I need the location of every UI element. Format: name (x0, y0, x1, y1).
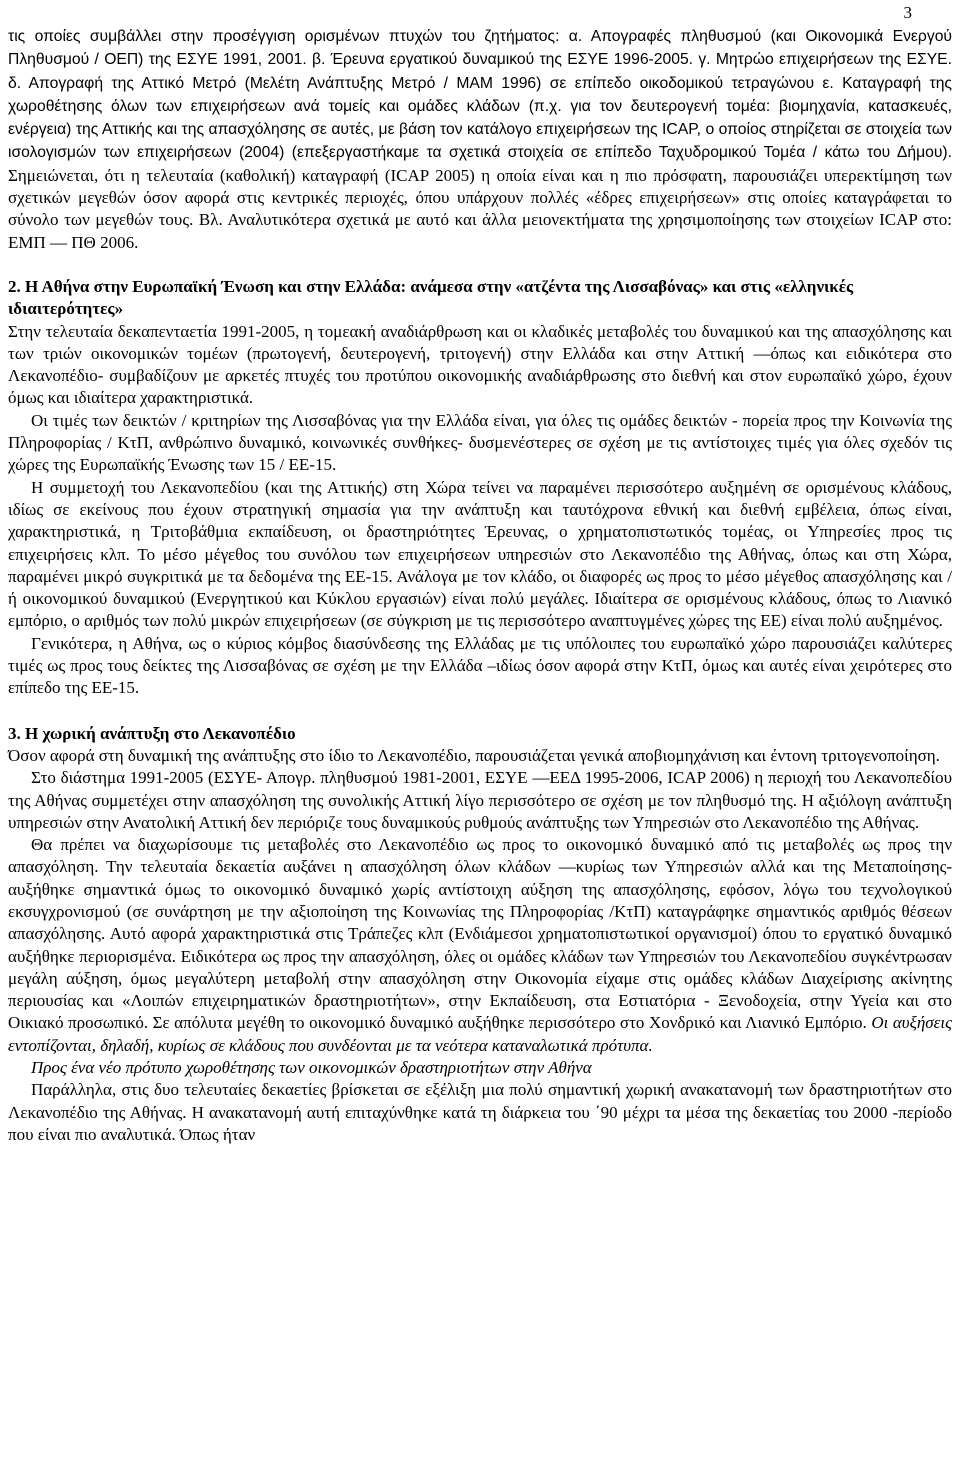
section-3-paragraph-4: Παράλληλα, στις δυο τελευταίες δεκαετίες βρίσκεται σε εξέλιξη μια πολύ σημαντική χωρική ανακατανομή των δραστηριοτήτων στο Λεκανοπέδιο της Αθήνας. Η ανακατανομή αυτή επιταχύνθηκε κατά τη διάρκεια του ΄90 μέχρι τα μέσα της δεκαετίας του 2000 -περίοδο που είναι πιο αναλυτικά. Όπως ήταν (8, 1080, 952, 1144)
section-3-heading: 3. Η χωρική ανάπτυξη στο Λεκανοπέδιο (8, 723, 296, 743)
section-2-paragraph-2: Οι τιμές των δεικτών / κριτηρίων της Λισσαβόνας για την Ελλάδα είναι, για όλες τις ομάδες δεικτών - πορεία προς την Κοινωνία της Πληροφορίας / ΚτΠ, ανθρώπινο δυναμικό, κοινωνικές συνθήκες- δυσμενέστερες σε σχέση με τις αντίστοιχες τιμές για όλες σχεδόν τις χώρες της Ευρωπαϊκής Ένωσης των 15 / ΕΕ-15. (8, 410, 952, 475)
intro-serif-text: Σημειώνεται, ότι η τελευταία (καθολική) καταγραφή (ICAP 2005) η οποία είναι και η πιο πρόσφατη, παρουσιάζει υπερεκτίμηση των σχετικών μεγεθών όσον αφορά στις κεντρικές περιοχές, όπου υπάρχουν πολλές «έδρες επιχειρήσεων» στις οποίες καταγράφεται το σύνολο των μεγεθών τους. Βλ. Αναλυτικότερα σχετικά με αυτό και άλλα μειονεκτήματα της χρησιμοποίησης των στοιχείων ICAP στο: ΕΜΠ — ΠΘ 2006. (8, 165, 952, 252)
section-3-paragraph-1: Όσον αφορά στη δυναμική της ανάπτυξης στο ίδιο το Λεκανοπέδιο, παρουσιάζεται γενικά αποβιομηχάνιση και έντονη τριτογενοποίηση. (8, 745, 940, 765)
section-3-paragraph-2: Στο διάστημα 1991-2005 (ΕΣΥΕ- Απογρ. πληθυσμού 1981-2001, ΕΣΥΕ —ΕΕΔ 1995-2006, ICAP 2006) η περιοχή του Λεκανοπεδίου της Αθήνας συμμετέχει στην απασχόληση της συνολικής Αττική λίγο περισσότερο σε σχέση με τον πληθυσμό της. Η αξιόλογη ανάπτυξη υπηρεσιών στην Ανατολική Αττική δεν περιόριζε τους δυναμικούς ρυθμούς ανάπτυξης των Υπηρεσιών στο Λεκανοπέδιο της Αθήνας. (8, 768, 952, 832)
section-2-paragraph-4: Γενικότερα, η Αθήνα, ως ο κύριος κόμβος διασύνδεσης της Ελλάδας με τις υπόλοιπες του ευρωπαϊκό χώρο παρουσιάζει καλύτερες τιμές ως προς τους δείκτες της Λισσαβόνας σε σχέση με την Ελλάδα –ιδίως όσον αφορά στην ΚτΠ, όμως και αυτές είναι χειρότερες στο επίπεδο της ΕΕ-15. (8, 633, 952, 698)
page-number: 3 (903, 3, 912, 22)
intro-paragraph (8, 0, 952, 254)
section-3-italic-note: Οι αυξήσεις εντοπίζονται, δηλαδή, κυρίως σε κλάδους που συνδέονται με τα νεότερα καταναλωτικά πρότυπα. (8, 1013, 952, 1055)
section-3-paragraph-3 (8, 834, 952, 1057)
section-2-paragraph-3: Η συμμετοχή του Λεκανοπεδίου (και της Αττικής) στη Χώρα τείνει να παραμένει περισσότερο αυξημένη σε ορισμένους κλάδους, ιδίως σε εκείνους που έχουν στρατηγική σημασία για την ανάπτυξη και ταυτόχρονα εθνική και διεθνή εμβέλεια, όπως είναι, χαρακτηριστικά, η Τριτοβάθμια εκπαίδευση, οι δραστηριότητες Έρευνας, ο χρηματοπιστωτικός τομέας, οι Υπηρεσίες προς τις επιχειρήσεις κλπ. Το μέσο μέγεθος του συνόλου των επιχειρήσεων υπηρεσιών στο Λεκανοπέδιο της Αθήνας, όπως και στη Χώρα, παραμένει μικρό συγκριτικά με τα δεδομένα της ΕΕ-15. Ανάλογα με τον κλάδο, οι διαφορές ως προς το μέσο μέγεθος απασχόλησης και / ή οικονομικού δυναμικού (Ενεργητικού και Κύκλου εργασιών) είναι πολύ μεγάλες. Ιδιαίτερα σε ορισμένους κλάδους, όπως το Λιανικό εμπόριο, ο αριθμός των πολύ μικρών επιχειρήσεων (σε σύγκριση με τις περισσότερο αναπτυγμένες χώρες της ΕΕ) είναι πολύ αυξημένος. (8, 477, 952, 631)
section-3-subheading: Προς ένα νέο πρότυπο χωροθέτησης των οικονομικών δραστηριοτήτων στην Αθήνα (31, 1058, 592, 1078)
document-page (8, 0, 952, 1146)
section-3-paragraph-3-text: Θα πρέπει να διαχωρίσουμε τις μεταβολές στο Λεκανοπέδιο ως προς το οικονομικό δυναμικό από τις μεταβολές ως προς την απασχόληση. Την τελευταία δεκαετία αυξάνει η απασχόληση όλων κλάδων —κυρίως των Υπηρεσιών αλλά και της Μεταποίησης- αυξήθηκε σημαντικά όμως το οικονομικό δυναμικό χωρίς αντίστοιχη αύξηση της απασχόλησης, εφόσον, λόγω του τεχνολογικού εκσυγχρονισμού (σε συνάρτηση με την αξιοποίηση της Κοινωνίας της Πληροφορίας /ΚτΠ) καταγράφηκε σημαντικός αριθμός θέσεων απασχόλησης. Αυτό αφορά χαρακτηριστικά στις Τράπεζες κλπ (Ενδιάμεσοι χρηματοπιστωτικοί οργανισμοί) όπου το εργατικό δυναμικό αυξήθηκε περιορισμένα. Ειδικότερα ως προς την απασχόληση, όλες οι ομάδες κλάδων των Υπηρεσιών του Λεκανοπεδίου συγκέντρωσαν μεγάλη αύξηση, όμως μεγαλύτερη μεταβολή στην απασχόληση στην Οικονομία είχαμε στις ομάδες κλάδων Διαχείρισης ακίνητης περιουσίας και «Λοιπών επιχειρηματικών δραστηριοτήτων», στην Εκπαίδευση, στα Εστιατόρια - Ξενοδοχεία, στην Υγεία και στο Οικιακό προσωπικό. Σε απόλυτα μεγέθη το οικονομικό δυναμικό αυξήθηκε περισσότερο στο Χονδρικό και Λιανικό Εμπόριο. (8, 835, 952, 1033)
section-2-heading: 2. Η Αθήνα στην Ευρωπαϊκή Ένωση και στην Ελλάδα: ανάμεσα στην «ατζέντα της Λισσαβόνας» και στις «ελληνικές ιδιαιτερότητες» (8, 276, 854, 319)
section-2-paragraph-1: Στην τελευταία δεκαπενταετία 1991-2005, η τομεακή αναδιάρθρωση και οι κλαδικές μεταβολές του δυναμικού και της απασχόλησης και των τριών οικονομικών τομέων (πρωτογενή, δευτερογενή, τριτογενή) στην Ελλάδα και στην Αττική —όπως και ειδικότερα στο Λεκανοπέδιο- συμβαδίζουν με αρκετές πτυχές του προτύπου οικονομικής αναδιάρθρωσης στο διεθνή και στον ευρωπαϊκό χώρο, έχουν όμως και ιδιαίτερα χαρακτηριστικά. (8, 321, 952, 408)
intro-sans-text: τις οποίες συμβάλλει στην προσέγγιση ορισμένων πτυχών του ζητήματος: α. Απογραφές πληθυσμού (και Οικονομικά Ενεργού Πληθυσμού / ΟΕΠ) της ΕΣΥΕ 1991, 2001. β. Έρευνα εργατικού δυναμικού της ΕΣΥΕ 1996-2005. γ. Μητρώο επιχειρήσεων της ΕΣΥΕ. δ. Απογραφή της Αττικό Μετρό (Μελέτη Ανάπτυξης Μετρό / ΜΑΜ 1996) σε επίπεδο οικοδομικού τετραγώνου ε. Καταγραφή της χωροθέτησης όλων των επιχειρήσεων ανά τομείς και ομάδες κλάδων (π.χ. για τον δευτερογενή τομέα: βιομηχανία, κατασκευές, ενέργεια) της Αττικής και της απασχόλησης σε αυτές, με βάση τον κατάλογο επιχειρήσεων της ICAP, ο οποίος στηρίζεται σε στοιχεία των ισολογισμών των επιχειρήσεων (2004) (επεξεργαστήκαμε τα σχετικά στοιχεία σε επίπεδο Ταχυδρομικού Τομέα / κάτω του Δήμου). (8, 28, 952, 162)
